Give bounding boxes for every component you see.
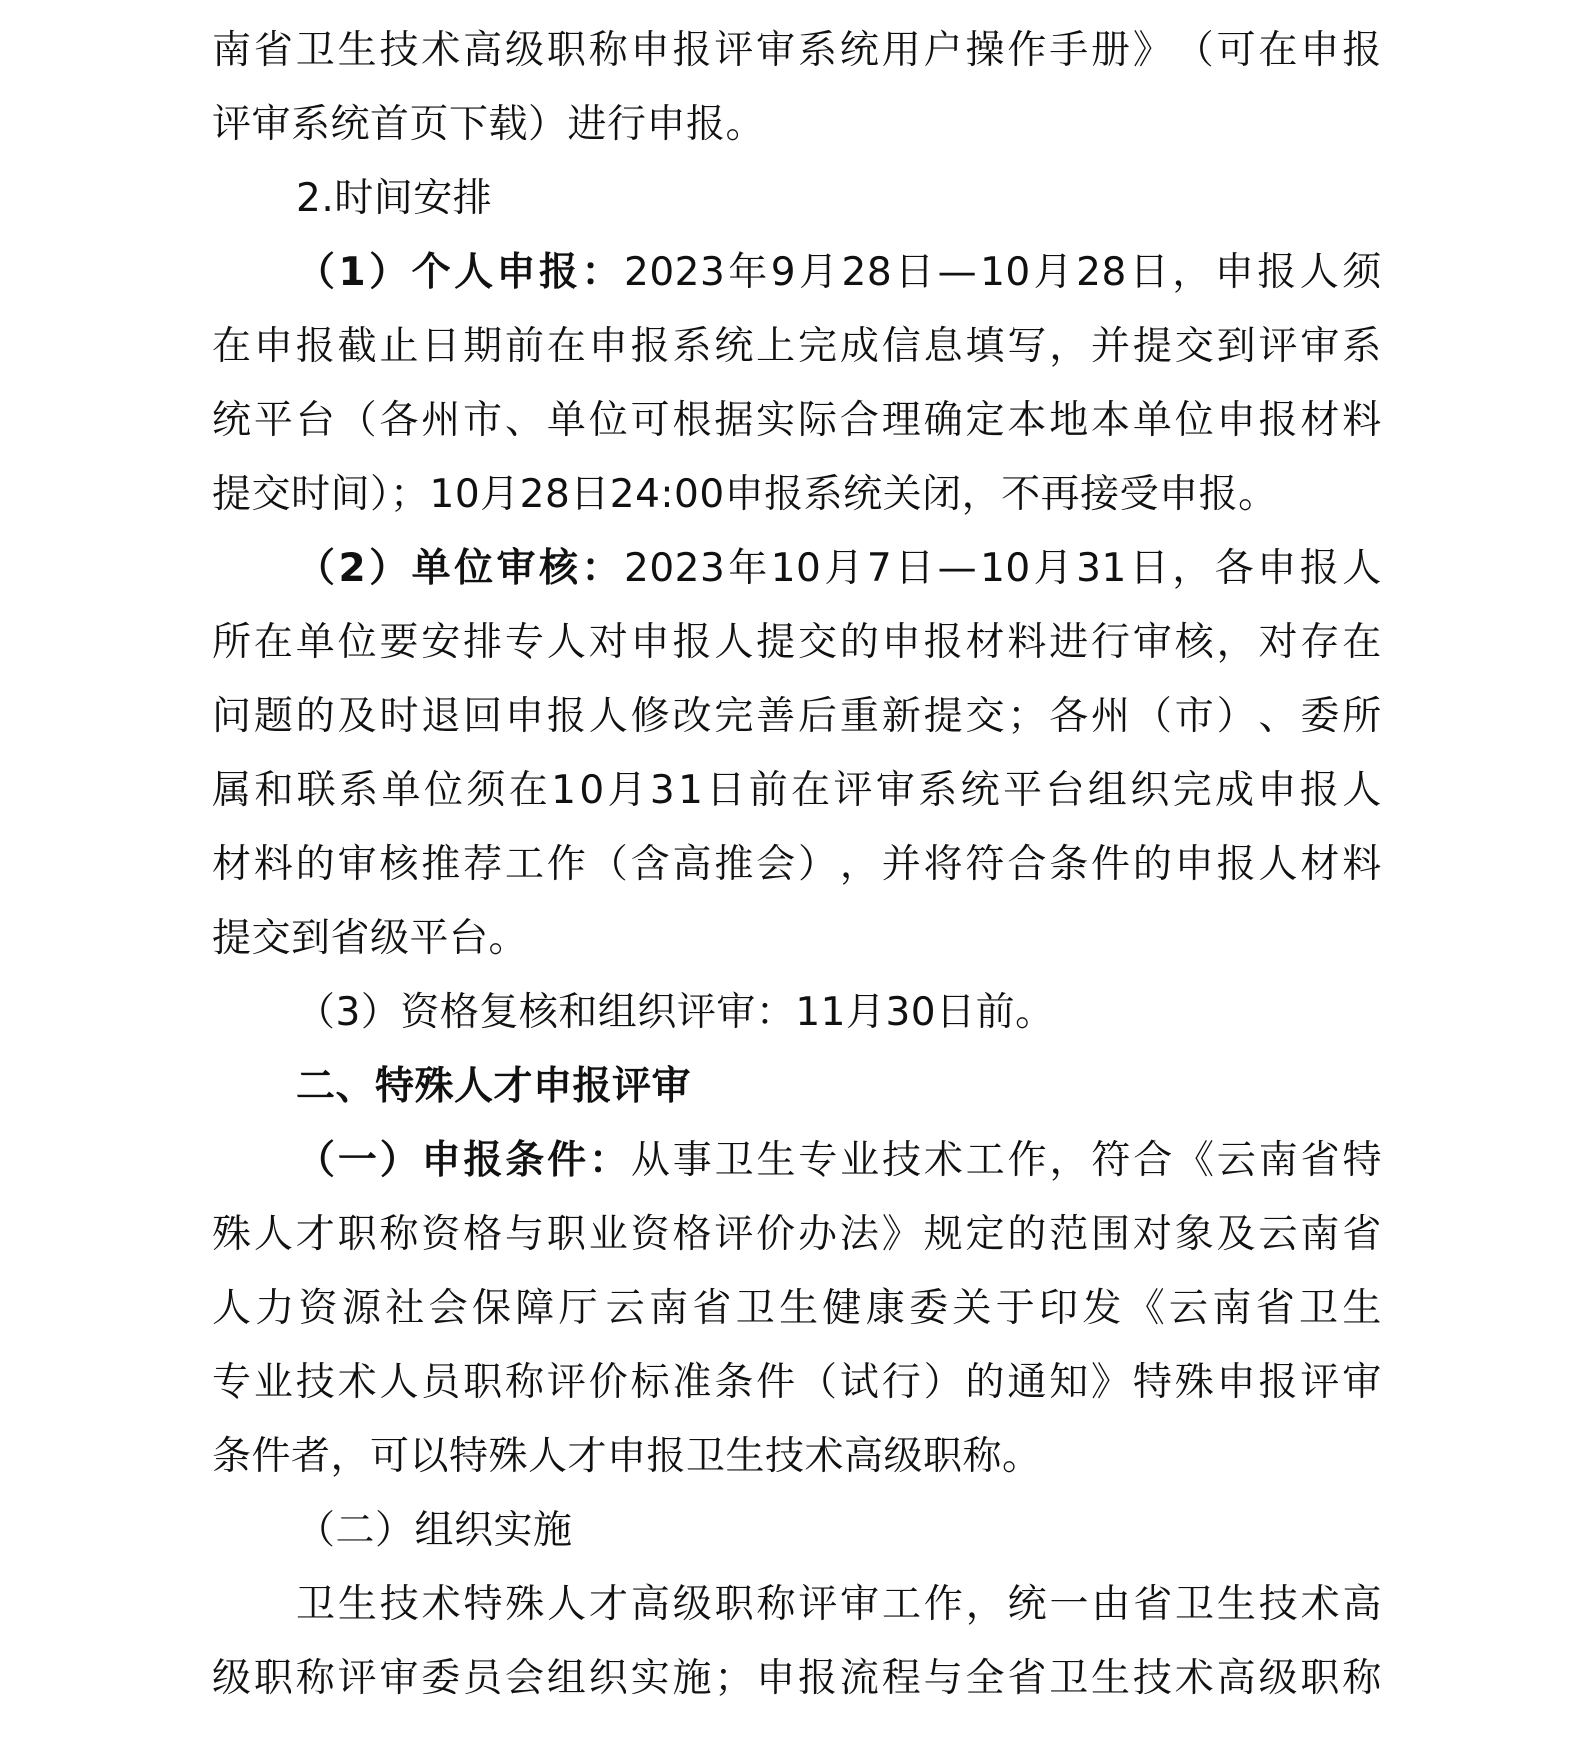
text-line: 级 职 称 评 审 委 员 会 组 织 实 施 ； 申 报 流 程 与 全 省 卫 生 技 术 高 级 职 称 — [212, 1656, 1382, 1701]
line-text: 2.时间安排 — [296, 176, 493, 221]
text-line: （ 一 ） 申 报 条 件 ： 从 事 卫 生 专 业 技 术 工 作 ， 符 合 《 云 南 省 特 — [296, 1138, 1382, 1183]
section-heading: 二、特殊人才申报评审 — [296, 1064, 692, 1109]
text-line — [212, 162, 1382, 236]
text-line: 所 在 单 位 要 安 排 专 人 对 申 报 人 提 交 的 申 报 材 料 进 行 审 核 ， 对 存 在 — [212, 620, 1382, 665]
text-line — [212, 976, 1382, 1050]
text-line: 专 业 技 术 人 员 职 称 评 价 标 准 条 件 （ 试 行 ） 的 通 知 》 特 殊 申 报 评 审 — [212, 1360, 1382, 1405]
text-line: 材 料 的 审 核 推 荐 工 作 （ 含 高 推 会 ） ， 并 将 符 合 条 件 的 申 报 人 材 料 — [212, 842, 1382, 887]
text-line: 南 省 卫 生 技 术 高 级 职 称 申 报 评 审 系 统 用 户 操 作 手 册 》 （ 可 在 申 报 — [212, 28, 1382, 73]
text-line — [212, 1050, 1382, 1124]
text-line: （ 2 ） 单 位 审 核 ： 2023 年 10 月 7 日 — 10 月 31 日 ， 各 申 报 人 — [296, 546, 1382, 591]
text-line — [212, 902, 1382, 976]
line-text: 提交时间）；10月28日24:00申报系统关闭，不再接受申报。 — [212, 472, 1278, 517]
line-text: （3）资格复核和组织评审：11月30日前。 — [296, 990, 1055, 1035]
text-line: （ 1 ） 个 人 申 报 ： 2023 年 9 月 28 日 — 10 月 28 日 ， 申 报 人 须 — [296, 250, 1382, 295]
text-line — [212, 1420, 1382, 1494]
line-text: （二）组织实施 — [296, 1508, 573, 1553]
text-line: 卫 生 技 术 特 殊 人 才 高 级 职 称 评 审 工 作 ， 统 一 由 省 卫 生 技 术 高 — [296, 1582, 1382, 1627]
text-line — [212, 1494, 1382, 1568]
text-line: 人 力 资 源 社 会 保 障 厅 云 南 省 卫 生 健 康 委 关 于 印 发 《 云 南 省 卫 生 — [212, 1286, 1382, 1331]
text-line: 在 申 报 截 止 日 期 前 在 申 报 系 统 上 完 成 信 息 填 写 ， 并 提 交 到 评 审 系 — [212, 324, 1382, 369]
text-line — [212, 458, 1382, 532]
text-line — [212, 88, 1382, 162]
line-text: 提交到省级平台。 — [212, 916, 529, 961]
line-text: 评审系统首页下载）进行申报。 — [212, 102, 766, 147]
document-body — [212, 14, 1382, 1716]
text-line: 属 和 联 系 单 位 须 在 1 0 月 3 1 日 前 在 评 审 系 统 平 台 组 织 完 成 申 报 人 — [212, 768, 1382, 813]
line-text: 条件者，可以特殊人才申报卫生技术高级职称。 — [212, 1434, 1042, 1479]
text-line: 殊 人 才 职 称 资 格 与 职 业 资 格 评 价 办 法 》 规 定 的 范 围 对 象 及 云 南 省 — [212, 1212, 1382, 1257]
text-line: 统 平 台 （ 各 州 市 、 单 位 可 根 据 实 际 合 理 确 定 本 地 本 单 位 申 报 材 料 — [212, 398, 1382, 443]
text-line: 问 题 的 及 时 退 回 申 报 人 修 改 完 善 后 重 新 提 交 ； 各 州 （ 市 ） 、 委 所 — [212, 694, 1382, 739]
